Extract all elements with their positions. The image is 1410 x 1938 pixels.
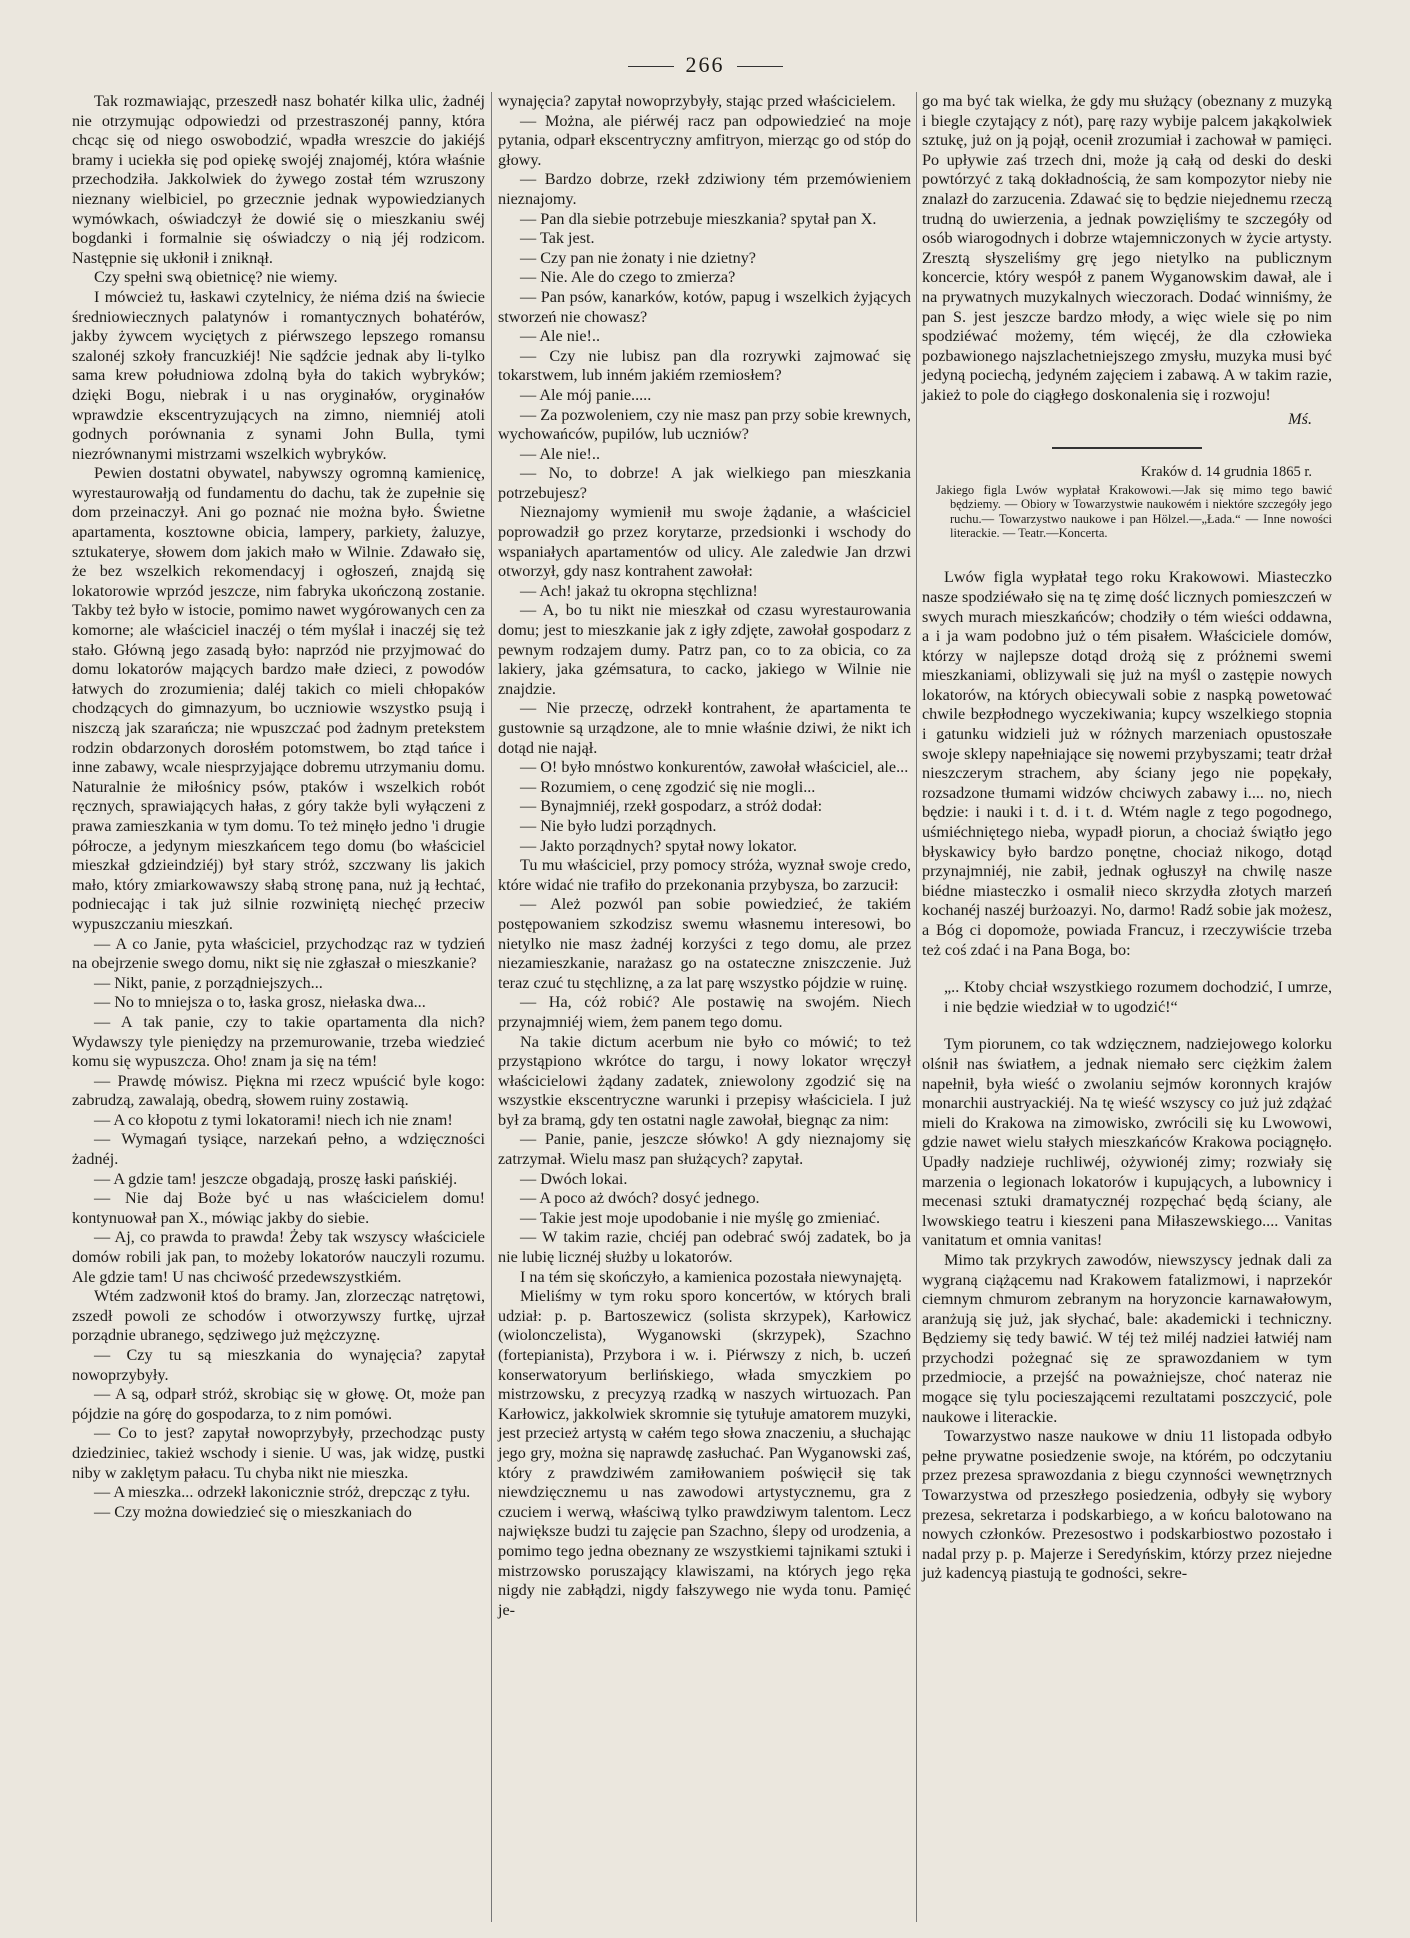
paragraph: — Panie, panie, jeszcze słówko! A gdy nieznajomy się zatrzymał. Wielu masz pan służących? zapytał. (498, 1130, 911, 1169)
paragraph: — A tak panie, czy to takie opartamenta dla nich? Wydawszy tyle pieniędzy na przemurowanie, trzeba wiedzieć komu się wypuszcza. Oho! znam ja się na tém! (72, 1012, 485, 1071)
column-3-section-body (922, 568, 1332, 960)
section-separator (1052, 447, 1202, 449)
paragraph: — Ale nie!.. (520, 327, 601, 346)
paragraph: — A poco aż dwóch? dosyć jednego. (520, 1189, 760, 1208)
column-1 (72, 92, 485, 1522)
paragraph: — Jakto porządnych? spytał nowy lokator. (520, 836, 797, 855)
paragraph: Tak rozmawiając, przeszedł nasz bohatér kilka ulic, żadnéj nie otrzymując odpowiedzi od przestraszonéj panny, która chcąc się od niego oswobodzić, wpadła wreszcie do jakiéjś bramy i uciekła się pod opiekę swojéj znajoméj, która właśnie przechodziła. Jakkolwiek do żywego został tém wzruszony nieznany wielbiciel, po grzecznie jednak wypowiedzianych wymówkach, oświadczył że dowié się o mieszkaniu swéj bogdanki i formalnie się oświadczy o nią jéj rodzicom. Następnie się ukłonił i zniknął. (72, 92, 485, 267)
paragraph: — Pan psów, kanarków, kotów, papug i wszelkich żyjących stworzeń nie chowasz? (498, 287, 911, 326)
paragraph: — Nie przeczę, odrzekł kontrahent, że apartamenta te gustownie są urządzone, ale to mnie właśnie dziwi, że nikt ich dotąd nie najął. (498, 699, 911, 757)
paragraph: Mimo tak przykrych zawodów, niewszyscy jednak dali za wygraną ciążącemu nad Krakowem fatalizmowi, i naprzekór ciemnym chmurom zebranym na horyzoncie karnawałowym, aranżują się już, jak słychać, bale: akademicki i techniczny. Będziemy się tedy bawić. W téj też miléj nadziei łatwiéj nam przychodzi pożegnać się ze sprawozdaniem w tym przedmiocie, a przejść na poważniejsze, choć nateraz nie mogące się tylu pocieszającemi rezultatami poszczycić, pole naukowe i literackie. (922, 1250, 1332, 1426)
paragraph: — Aj, co prawda to prawda! Żeby tak wszyscy właściciele domów robili jak pan, to możeby lokatorów nauczyli rozumu. Ale gdzie tam! U nas chciwość przedewszystkiém. (72, 1228, 485, 1286)
paragraph: — Tak jest. (520, 229, 595, 248)
paragraph: Towarzystwo nasze naukowe w dniu 11 listopada odbyło pełne prywatne posiedzenie swoje, na którém, po odczytaniu przez prezesa sprawozdania z biegu czynności wewnętrznych Towarzystwa od przeszłego posiedzenia, odbyły się wybory prezesa, sekretarza i podskarbiego, a w końcu balotowano na nowych członków. Prezesostwo i podskarbiostwo pozostało i nadal przy p. p. Majerze i Seredyńskim, którzy przez niejedne już kadencyą piastują te godności, sekre- (922, 1427, 1332, 1583)
paragraph: — Ależ pozwól pan sobie powiedzieć, że takiém postępowaniem szkodzisz swemu własnemu interesowi, bo nietylko nie masz żadnéj korzyści z tego domu, ale przez niezamieszkanie, narażasz go na ostateczne zniszczenie. Już teraz czuć tu stęchliznę, a za lat parę wszystko pójdzie w ruinę. (498, 895, 911, 992)
paragraph: — Rozumiem, o cenę zgodzić się nie mogli... (520, 777, 816, 796)
paragraph: go ma być tak wielka, że gdy mu służący (obeznany z muzyką i biegle czytający z nót), parę razy wybije palcem jakąkolwiek sztukę, już on ją pojął, ocenił zrozumiał i zachował w pamięci. Po upływie zaś trzech dni, może ją całą od deski do deski powtórzyć z taką dokładnością, że sam kompozytor nieby nie znalazł do zarzucenia. Zdawać się to będzie niejednemu rzeczą trudną do uwierzenia, a jednak powzięliśmy te szczegóły od osób wiarogodnych i dobrze wtajemniczonych w życie artysty. Zresztą słyszeliśmy grę jego nietylko na publicznym koncercie, który wespół z panem Wyganowskim dawał, ale i na prywatnych muzykalnych wieczorach. Dodać winniśmy, że pan S. jest jeszcze bardzo młody, a więc wiele się po nim spodziéwać możemy, tém więcéj, że dla człowieka pozbawionego najszlachetniejszego zmysłu, muzyka musi być jedyną pociechą, jedyném zajęciem i zabawą. A w takim razie, jakież to pole do ciągłego doskonalenia się i rozwoju! (922, 92, 1332, 404)
paragraph: Tym piorunem, co tak wdzięcznem, nadziejowego kolorku olśnił nas światłem, a jednak niemało serc ciężkim żalem napełnił, była wieść o zwolaniu sejmów koronnych krajów monarchii austryackiéj. Na tę wieść wszyscy co już już zdążać mieli do Krakowa na zimowisko, zwrócili się ku Lwowowi, gdzie nawet wielu stałych mieszkańców Krakowa pociągnęło. Upadły nadzieje ruchliwéj, ożywionéj zimy; rozwiały się marzenia o legionach lokatorów i kupujących, a lubownicy i mecenasi sztuki dramatycznéj rozpęchać będą ściany, ale lwowskiego teatru i kieszeni pana Miłaszewskiego.... Vanitas vanitatum et omnia vanitas! (922, 1035, 1332, 1250)
paragraph: — Dwóch lokai. (520, 1169, 628, 1188)
paragraph: — No, to dobrze! A jak wielkiego pan mieszkania potrzebujesz? (498, 464, 911, 502)
column-rule-2 (916, 92, 917, 1922)
column-rule-1 (491, 92, 492, 1922)
signature: Mś. (1288, 409, 1312, 428)
paragraph: — Można, ale piérwéj racz pan odpowiedzieć na moje pytania, odparł ekscentryczny amfitryon, mierząc go od stóp do głowy. (498, 111, 911, 169)
paragraph: — A gdzie tam! jeszcze obgadają, proszę łaski pańskiéj. (94, 1169, 458, 1188)
paragraph: — Nie było ludzi porządnych. (520, 816, 717, 835)
paragraph: — Co to jest? zapytał nowoprzybyły, przechodząc pusty dziedziniec, takież wschody i sienie. U was, jak widzę, pustki niby w zaklętym pałacu. Tu chyba nikt nie mieszka. (72, 1424, 485, 1482)
paragraph: — Bynajmniéj, rzekł gospodarz, a stróż dodał: (520, 797, 823, 816)
section-summary: Jakiego figla Lwów wypłatał Krakowowi.—Jak się mimo tego bawić będziemy. — Obiory w Towarzystwie naukowém i niektóre szczegóły jego ruchu.— Towarzystwo naukowe i pan Hölzel.—„Łada.“ — Inne nowości literackie. — Teatr.—Koncerta. (936, 482, 1332, 540)
paragraph: Mieliśmy w tym roku sporo koncertów, w których brali udział: p. p. Bartoszewicz (solista skrzypek), Karłowicz (wiolonczelista), Wyganowski (skrzypek), Szachno (fortepianista), Przybora i w. i. Piérwszy z nich, b. uczeń konserwatoryum berlińskiego, włada smyczkiem po mistrzowsku, z precyzyą rzadką w naszych wirtuozach. Pan Karłowicz, jakkolwiek skromnie się tytułuje amatorem muzyki, jest przecież artystą w całém tego słowa znaczeniu, a słuchając jego gry, można się naprawdę zasłuchać. Pan Wyganowski zaś, który z prawdziwém zamiłowaniem poświęcił się tak niewdzięcznemu u nas zawodowi artystycznemu, gra z czuciem i werwą, właściwą tylko prawdziwym talentom. Lecz największe budzi tu zajęcie pan Szachno, ślepy od urodzenia, a pomimo tego jedna obeznany ze wszystkiemi tajnikami sztuki i mistrzowsko poruszający klawiszami, na których jego ręka nigdy nie zabłądzi, nigdy fałszywego nie wyda tonu. Pamięć je- (498, 1287, 911, 1619)
paragraph: — A co kłopotu z tymi lokatorami! niech ich nie znam! (94, 1110, 453, 1129)
paragraph: — Ach! jakaż tu okropna stęchlizna! (520, 581, 758, 600)
paragraph: — Czy tu są mieszkania do wynajęcia? zapytał nowoprzybyły. (72, 1346, 485, 1384)
paragraph: — A mieszka... odrzekł lakonicznie stróż, drepcząc z tyłu. (94, 1483, 471, 1502)
paragraph: — Takie jest moje upodobanie i nie myślę go zmieniać. (520, 1208, 880, 1227)
paragraph: — W takim razie, chciéj pan odebrać swój zadatek, bo ja nie lubię licznéj służby u lokatorów. (498, 1228, 911, 1267)
column-2 (498, 92, 911, 1620)
paragraph: — Czy pan nie żonaty i nie dzietny? (520, 248, 756, 267)
paragraph: — Ale mój panie..... (520, 385, 652, 404)
verse-quote: „.. Ktoby chciał wszystkiego rozumem dochodzić, I umrze, i nie będzie wiedział w to ugodzić!“ (944, 978, 1332, 1016)
paragraph: — Wymagań tysiące, narzekań pełno, a wdzięczności żadnéj. (72, 1130, 485, 1169)
paragraph: — Nie daj Boże być u nas właścicielem domu! kontynuował pan X., mówiąc jakby do siebie. (72, 1189, 485, 1227)
paragraph: — Ha, cóż robić? Ale postawię na swojém. Niech przynajmniéj wiem, żem panem tego domu. (498, 993, 911, 1031)
paragraph: — A są, odparł stróż, skrobiąc się w głowę. Ot, może pan pójdzie na górę do gospodarza, to z nim pomówi. (72, 1385, 485, 1423)
paragraph: — Pan dla siebie potrzebuje mieszkania? spytał pan X. (520, 209, 877, 228)
dateline: Kraków d. 14 grudnia 1865 r. (1140, 464, 1312, 481)
paragraph: — Nie. Ale do czego to zmierza? (520, 268, 736, 287)
paragraph: Czy spełni swą obietnicę? nie wiemy. (94, 268, 338, 287)
paragraph: — A, bo tu nikt nie mieszkał od czasu wyrestaurowania domu; jest to mieszkanie jak z igły zdjęte, zawołał gospodarz z pewnym rodzajem dumy. Patrz pan, co to za obicia, co za lakiery, jaka gzémsatura, to cacko, jakiego w Wilnie nie znajdzie. (498, 601, 911, 698)
paragraph: — Nikt, panie, z porządniejszych... (94, 973, 323, 992)
column-3 (922, 92, 1332, 1584)
paragraph: — O! było mnóstwo konkurentów, zawołał właściciel, ale... (520, 758, 909, 777)
paragraph: — A co Janie, pyta właściciel, przychodząc raz w tydzień na obejrzenie swego domu, nikt się nie zgłaszał o mieszkanie? (72, 934, 485, 973)
paragraph: Na takie dictum acerbum nie było co mówić; to też przystąpiono wkrótce do targu, i nowy lokator wręczył właścicielowi żądany zadatek, zniewolony zgodzić się na wszystkie ekscentryczne warunki i przepisy właściciela. I już był za bramą, gdy ten ostatni nagle zawołał, biegnąc za nim: (498, 1032, 911, 1129)
paragraph: — Ale nie!.. (520, 444, 601, 463)
paragraph: I mówcież tu, łaskawi czytelnicy, że niéma dziś na świecie średniowiecznych palatynów i romantycznych bohatérów, jakby żywcem wyciętych z piérwszego lepszego romansu szalonéj szkoły francuzkiéj! Nie sądźcie jednak aby li-tylko sama krew południowa zdolną była do takich wybryków; dzięki Bogu, niebrak i u nas oryginałów, oryginałów wprawdzie ekscentryzujących na zimno, niemniéj atoli godnych porównania z synami John Bulla, tymi niezrównanymi mistrzami wszelkich wybryków. (72, 287, 485, 463)
paragraph: — No to mniejsza o to, łaska grosz, niełaska dwa... (94, 993, 426, 1012)
paragraph: — Prawdę mówisz. Piękna mi rzecz wpuścić byle kogo: zabrudzą, zawalają, obedrą, słowem ruiny zostawią. (72, 1071, 485, 1110)
paragraph: Wtém zadzwonił ktoś do bramy. Jan, zlorzecząc natrętowi, zszedł powoli ze schodów i otworzywszy furtkę, ujrzał porządnie ubranego, sędziwego już mężczyznę. (72, 1287, 485, 1345)
paragraph: Tu mu właściciel, przy pomocy stróża, wyznał swoje credo, które widać nie trafiło do przekonania przybysza, bo zarzucił: (498, 856, 911, 894)
paragraph: — Czy można dowiedzieć się o mieszkaniach do (94, 1502, 412, 1521)
paragraph: wynajęcia? zapytał nowoprzybyły, stając przed właścicielem. (498, 92, 896, 110)
paragraph: I na tém się skończyło, a kamienica pozostała niewynajętą. (520, 1267, 903, 1286)
column-3-section-body-continued (922, 1035, 1332, 1584)
paragraph: Pewien dostatni obywatel, nabywszy ogromną kamienicę, wyrestaurowałją od fundamentu do dachu, tak że zupełnie się dom przeinaczył. Ani go poznać nie można było. Świetne apartamenta, kosztowne obicia, lampery, parkiety, żaluzye, sztukaterye, słowem dom jakich mało w Wilnie. Zdawało się, że bez wszelkich rekomendacyj i ogłoszeń, znajdą się lokatorowie wprzód jeszcze, nim fabryka ukończoną zostanie. Takby też było w istocie, pomimo nawet wygórowanych cen za komorne; ale właściciel inaczéj o tém myślał i inaczéj się też stało. Główną jego zasadą było: naprzód nie przyjmować do domu lokatorów mających bardzo małe dzieci, z powodów łatwych do zrozumienia; daléj takich co mieli chłopaków chodzących do gimnazyum, bo uczniowie wszystko psują i niszczą jak szarańcza; nie wpuszczać pod żadnym pretekstem rodzin obdarzonych dorosłém potomstwem, bo ztąd tańce i inne zabawy, wcale niesprzyjające dobremu utrzymaniu domu. Naturalnie że miłośnicy psów, ptaków i wszelkich robót ręcznych, sprawiających hałas, z góry także byli wyłączeni z prawa zamieszkania w tym domu. To też minęło jedno 'i drugie półrocze, a jedynym mieszkańcem tego domu (bo właściciel mieszkał gdzieindziéj) był stary stróż, szczwany lis jakich mało, który zmiarkowawszy słabą stronę pana, nuż ją łechtać, podniecając i tak już silnie rozwiniętą niechęć przeciw wypuszczaniu mieszkań. (72, 464, 485, 933)
paragraph: — Za pozwoleniem, czy nie masz pan przy sobie krewnych, wychowańców, pupilów, lub uczniów? (498, 405, 911, 444)
paragraph: Lwów figla wypłatał tego roku Krakowowi. Miasteczko nasze spodziéwało się na tę zimę dość licznych pomieszczeń w swych murach mieszkańców; chodziły o tém wieści oddawna, a i ja wam podobno już o tém pisałem. Właściciele domów, którzy w najlepsze dotąd drożą się z próżnemi swemi mieszkaniami, oblizywali się już na myśl o zastępie nowych lokatorów, na których obiecywali sobie z naspką powetować chwile bezpłodnego wyczekiwania; kupcy wszelkiego stopnia i gatunku widzieli już w różnych marzeniach opustoszałe swoje sklepy napełniające się nowemi przybyszami; teatr drżał nieszczerym strachem, aby ściany jego nie popękały, rozsadzone tłumami widzów chciwych zabawy i.... no, niech będzie: i nauki i t. d. i t. d. Wtém nagle z tego pogodnego, uśmiéchniętego nieba, wypadł piorun, a chociaż świątło jego błyskawicy było bardzo ponętne, chociaż nikogo, dotąd przynajmniéj, nie zabił, jednak ogłuszył na chwilę nasze biédne miasteczko i osmalił nieco skrzydła złotych marzeń kochanéj naszéj burżoazyi. No, darmo! Radź sobie jak możesz, a Bóg ci dopomoże, powiada Francuz, i rzeczywiście trzeba też coś zdać i na Pana Boga, bo: (922, 568, 1332, 959)
paragraph: — Czy nie lubisz pan dla rozrywki zajmować się tokarstwem, lub inném jakiém rzemiosłem? (498, 346, 911, 385)
page-number: 266 (0, 52, 1410, 78)
paragraph: Nieznajomy wymienił mu swoje żądanie, a właściciel poprowadził go przez korytarze, przedsionki i wschody do wspaniałych apartamentów od ulicy. Ale zaledwie Jan drzwi otworzył, gdy nasz kontrahent zawołał: (498, 503, 911, 581)
paragraph: — Bardzo dobrze, rzekł zdziwiony tém przemówieniem nieznajomy. (498, 170, 911, 208)
column-3-article-end (922, 92, 1332, 406)
